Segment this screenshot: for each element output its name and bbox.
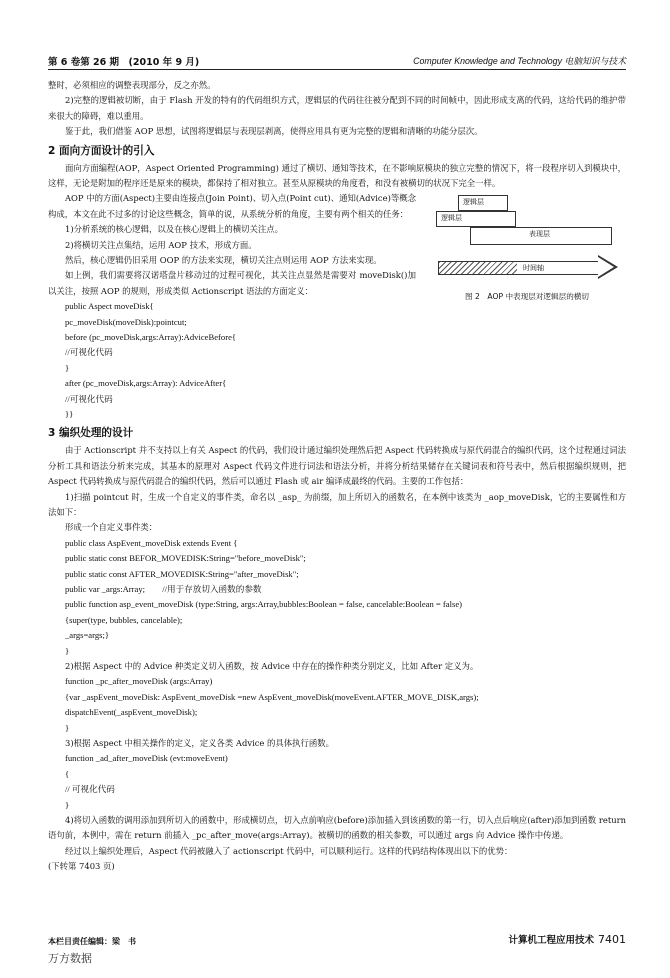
aop-crosscut-diagram [432,193,622,285]
section-title: 2 面向方面设计的引入 [48,144,155,157]
code-line: function _ad_after_moveDisk (evt:moveEvent) [65,753,228,764]
paragraph: 1)扫描 pointcut 时，生成一个自定义的事件类，命名以 _asp_ 为前缀，加上所切入的函数名，在本例中该类为 _aop_moveDisk，它的主要属性和方法如下： [48,491,626,518]
code-line: after (pc_moveDisk,args:Array): AdviceAfter{ [65,378,227,389]
logic-layer-label: 逻辑层 [463,198,484,207]
code-line: {super(type, bubbles, cancelable); [65,614,183,625]
code-line: public static const AFTER_MOVEDISK:String="after_moveDisk"; [65,568,299,579]
timeline-label: 时间轴 [523,264,544,273]
code-line: // 可视化代码 [65,784,115,795]
paragraph: 2)将横切关注点集结，运用 AOP 技术，形成方面。 [65,239,257,250]
code-block-aspect [48,299,626,422]
paragraph: 然后，核心逻辑仍旧采用 OOP 的方法来实现，横切关注点则运用 AOP 方法来实现。 [65,255,382,266]
page-number: 7401 [598,933,626,946]
paragraph: 2)完整的逻辑被切断，由于 Flash 开发的特有的代码组织方式，逻辑层的代码往往被分配到不同的时间帧中，因此形成支离的代码，这给代码的维护带来很大的障碍，难以重用。 [48,95,626,121]
code-line: } [65,722,70,733]
code-line: }} [65,409,74,420]
continued-note: (下转第 7403 页) [48,861,115,872]
paragraph: 面向方面编程(AOP，Aspect Oriented Programming) 通过了横切、通知等技术，在不影响原模块的独立完整的情况下，将一段程序切入到模块中，这样，无论是附加的程序还是原来的模块，都保持了相对独立。甚至从原模块的角度看，和没有被横切的状况下完全一样。 [48,162,626,189]
code-line: _args=args;} [65,630,109,641]
paragraph: 由于 Actionscript 并不支持以上有关 Aspect 的代码，我们设计通过编织处理然后把 Aspect 代码转换成与原代码混合的编织代码，这个过程通过词法分析工具和语法分析来完成，其基本的原理对 Aspect 代码文件进行词法和语法分析，并将分析结果储存在关键词表和符号表中，然后根据编织规则，把 Aspect 代码转换成与原代码混合的编织代码，然后可以通过 Flash 或 air 编译成最终的代码。主要的工作包括： [48,445,626,487]
code-line: {var _aspEvent_moveDisk: AspEvent_moveDisk =new AspEvent_moveDisk(moveEvent.AFTER_MOVE_DISK,args); [65,691,479,702]
code-block-pc-after [48,674,626,736]
logic-layer-label: 逻辑层 [441,214,462,223]
page-footer [508,932,626,946]
paragraph: 经过以上编织处理后，Aspect 代码被融入了 actionscript 代码中，可以顺利运行。这样的代码结构体现出以下的优势： [65,845,513,856]
arrow-head-fill [598,257,614,277]
figure-2 [428,193,626,303]
section-title: 3 编织处理的设计 [48,427,134,440]
code-line: public var _args:Array; //用于存放切入函数的参数 [65,584,262,595]
paragraph: 如上例，我们需要将汉诺塔盘片移动过的过程可视化，其关注点显然是需要对 moveDisk()加以关注，按照 AOP 的规则，形成类似 Actionscript 语法的方面定义： [48,270,416,296]
code-line: public static const BEFOR_MOVEDISK:String="before_moveDisk"; [65,553,306,564]
code-block-ad-after [48,751,626,813]
code-line: //可视化代码 [65,347,113,358]
code-line: public Aspect moveDisk{ [65,301,154,312]
code-line: public class AspEvent_moveDisk extends Event { [65,537,238,548]
view-layer-label: 表现层 [529,230,550,239]
paragraph: 形成一个自定义事件类： [65,522,158,533]
paragraph: 3)根据 Aspect 中相关操作的定义，定义各类 Advice 的具体执行函数。 [65,737,335,748]
header-rule [48,69,626,70]
code-line: } [65,362,70,373]
logic-layer-box [436,211,516,227]
code-line: before (pc_moveDisk,args:Array):AdviceBefore{ [65,332,237,343]
code-block-event-class [48,536,626,659]
footer-journal: 计算机工程应用技术 [508,935,594,946]
code-line: { [65,768,70,779]
code-line: function _pc_after_moveDisk (args:Array) [65,676,213,687]
paragraph: 鉴于此，我们借鉴 AOP 思想，试图将逻辑层与表现层剥离，使得应用具有更为完整的逻辑和清晰的功能分层次。 [65,126,483,137]
paragraph: 整时，必须相应的调整表现部分，反之亦然。 [48,80,216,90]
code-line: dispatchEvent(_aspEvent_moveDisk); [65,707,198,718]
timeline-arrow [438,261,599,275]
running-header [48,54,626,68]
article-body [48,78,626,875]
code-line: pc_moveDisk(moveDisk):pointcut; [65,316,187,327]
logic-layer-box [458,195,508,211]
journal-name: Computer Knowledge and Technology 电脑知识与技术 [413,56,626,66]
paragraph: AOP 中的方面(Aspect)主要由连接点(Join Point)、切入点(Point cut)、通知(Advice)等概念构成，本文在此不过多的讨论这些概念，简单的说，从系统分析的角度，主要有两个相关的任务： [48,193,416,219]
watermark: 万方数据 [48,952,92,965]
paragraph: 2)根据 Aspect 中的 Advice 种类定义切入函数，按 Advice 中存在的操作种类分别定义，比如 After 定义为。 [65,660,479,671]
view-layer-box [470,227,612,245]
figure-caption: 图 2 AOP 中表现层对逻辑层的横切 [465,292,589,302]
issue-info: 第 6 卷第 26 期 (2010 年 9 月) [48,57,200,68]
code-line: public function asp_event_moveDisk (type:String, args:Array,bubbles:Boolean = false, cancelable:Boolean = false) [65,599,463,610]
code-line: } [65,799,70,810]
paragraph: 4)将切入函数的调用添加到所切入的函数中，形成横切点，切入点前响应(before)添加插入到该函数的第一行，切入点后响应(after)添加到函数 return 语句前，本例中，需在 return 前插入 _pc_after_move(args:Array)。被横切的函数的相关参数，可以通过 args 向 Advice 操作中传递。 [48,814,626,841]
code-line: //可视化代码 [65,393,113,404]
code-line: } [65,645,70,656]
editor-note: 本栏目责任编辑：梁 书 [48,937,136,946]
paragraph: 1)分析系统的核心逻辑，以及在核心逻辑上的横切关注点。 [65,224,283,235]
